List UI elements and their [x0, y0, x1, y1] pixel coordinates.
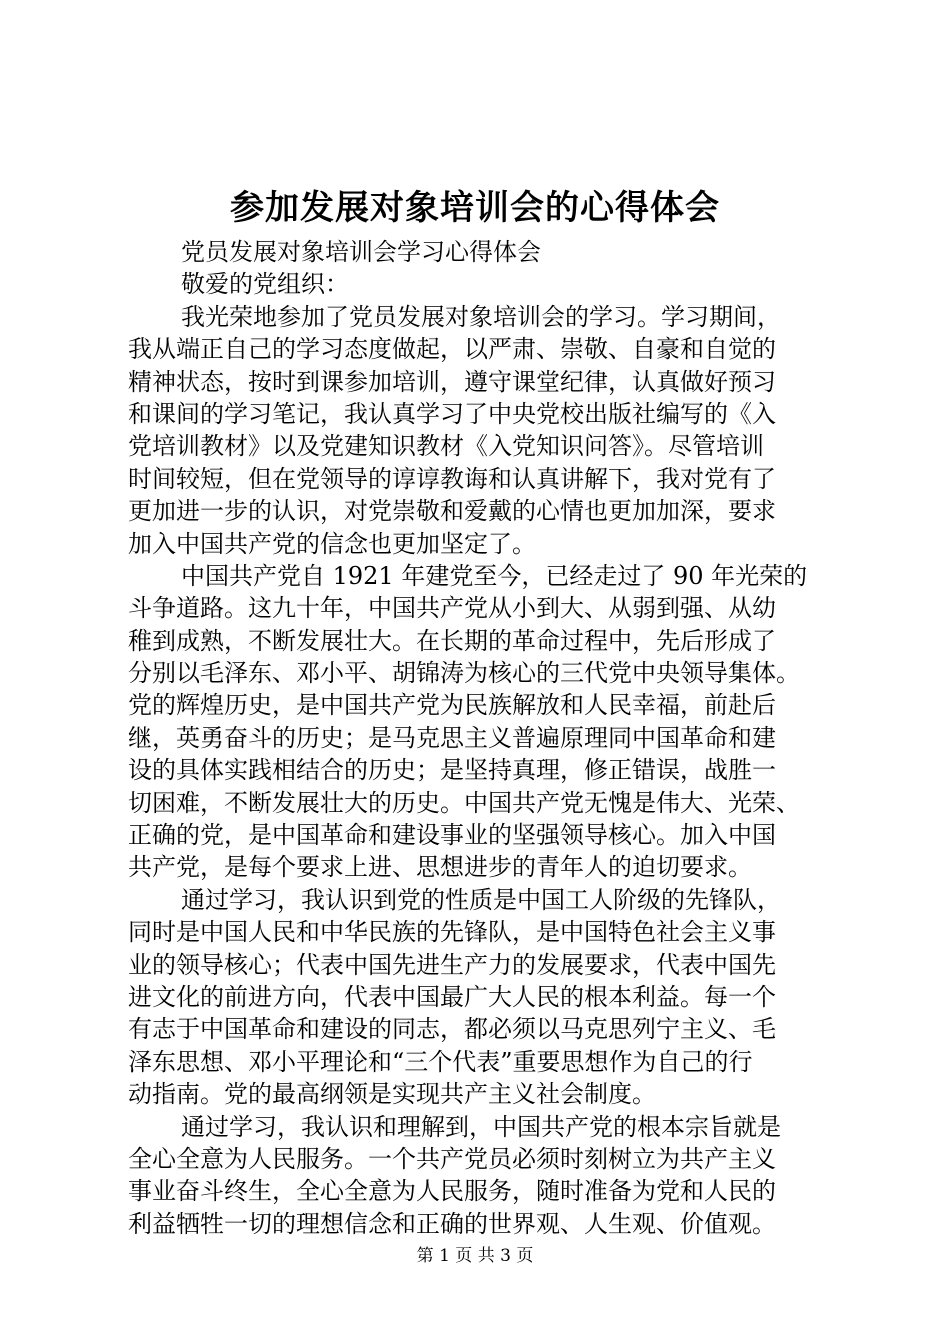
text-line: 和课间的学习笔记，我认真学习了中央党校出版社编写的《入: [128, 399, 776, 428]
text-line: 全心全意为人民服务。一个共产党员必须时刻树立为共产主义: [128, 1144, 776, 1173]
text-line: 我光荣地参加了党员发展对象培训会的学习。学习期间，: [181, 302, 781, 331]
document-title: 参加发展对象培训会的心得体会: [230, 188, 720, 228]
text-line: 党培训教材》以及党建知识教材《入党知识问答》。尽管培训: [128, 432, 764, 461]
text-line: 稚到成熟，不断发展壮大。在长期的革命过程中，先后形成了: [128, 626, 776, 655]
page-footer: 第 1 页 共 3 页: [416, 1246, 534, 1266]
text-line: 同时是中国人民和中华民族的先锋队，是中国特色社会主义事: [128, 918, 776, 947]
text-line: 党的辉煌历史，是中国共产党为民族解放和人民幸福，前赴后: [128, 691, 776, 720]
text-line: 切困难，不断发展壮大的历史。中国共产党无愧是伟大、光荣、: [128, 788, 800, 817]
text-line: 利益牺牲一切的理想信念和正确的世界观、人生观、价值观。: [128, 1209, 776, 1238]
text-line: 共产党，是每个要求上进、思想进步的青年人的迫切要求。: [128, 853, 752, 882]
text-line: 加入中国共产党的信念也更加坚定了。: [128, 529, 536, 558]
text-line: 事业奋斗终生，全心全意为人民服务，随时准备为党和人民的: [128, 1177, 776, 1206]
text-line: 中国共产党自 1921 年建党至今，已经走过了 90 年光荣的: [181, 561, 808, 590]
text-line: 有志于中国革命和建设的同志，都必须以马克思列宁主义、毛: [128, 1015, 776, 1044]
text-line: 通过学习，我认识到党的性质是中国工人阶级的先锋队，: [181, 885, 781, 914]
text-line: 精神状态，按时到课参加培训，遵守课堂纪律，认真做好预习: [128, 367, 776, 396]
text-line: 通过学习，我认识和理解到，中国共产党的根本宗旨就是: [181, 1112, 781, 1141]
text-line: 时间较短，但在党领导的谆谆教诲和认真讲解下，我对党有了: [128, 464, 776, 493]
text-line: 业的领导核心；代表中国先进生产力的发展要求，代表中国先: [128, 950, 776, 979]
text-line: 设的具体实践相结合的历史；是坚持真理，修正错误，战胜一: [128, 756, 776, 785]
text-line: 进文化的前进方向，代表中国最广大人民的根本利益。每一个: [128, 982, 776, 1011]
text-line: 我从端正自己的学习态度做起，以严肃、崇敬、自豪和自觉的: [128, 335, 776, 364]
text-line: 党员发展对象培训会学习心得体会: [181, 238, 541, 266]
text-line: 正确的党，是中国革命和建设事业的坚强领导核心。加入中国: [128, 821, 776, 850]
text-line: 分别以毛泽东、邓小平、胡锦涛为核心的三代党中央领导集体。: [128, 659, 800, 688]
text-line: 继，英勇奋斗的历史；是马克思主义普遍原理同中国革命和建: [128, 723, 776, 752]
document-body: [128, 236, 832, 1240]
text-line: 斗争道路。这九十年，中国共产党从小到大、从弱到强、从幼: [128, 594, 776, 623]
text-line: 动指南。党的最高纲领是实现共产主义社会制度。: [128, 1080, 656, 1109]
text-line: 泽东思想、邓小平理论和“三个代表”重要思想作为自己的行: [128, 1047, 753, 1076]
text-line: 敬爱的党组织：: [181, 270, 349, 299]
text-line: 更加进一步的认识，对党崇敬和爱戴的心情也更加加深，要求: [128, 497, 776, 526]
